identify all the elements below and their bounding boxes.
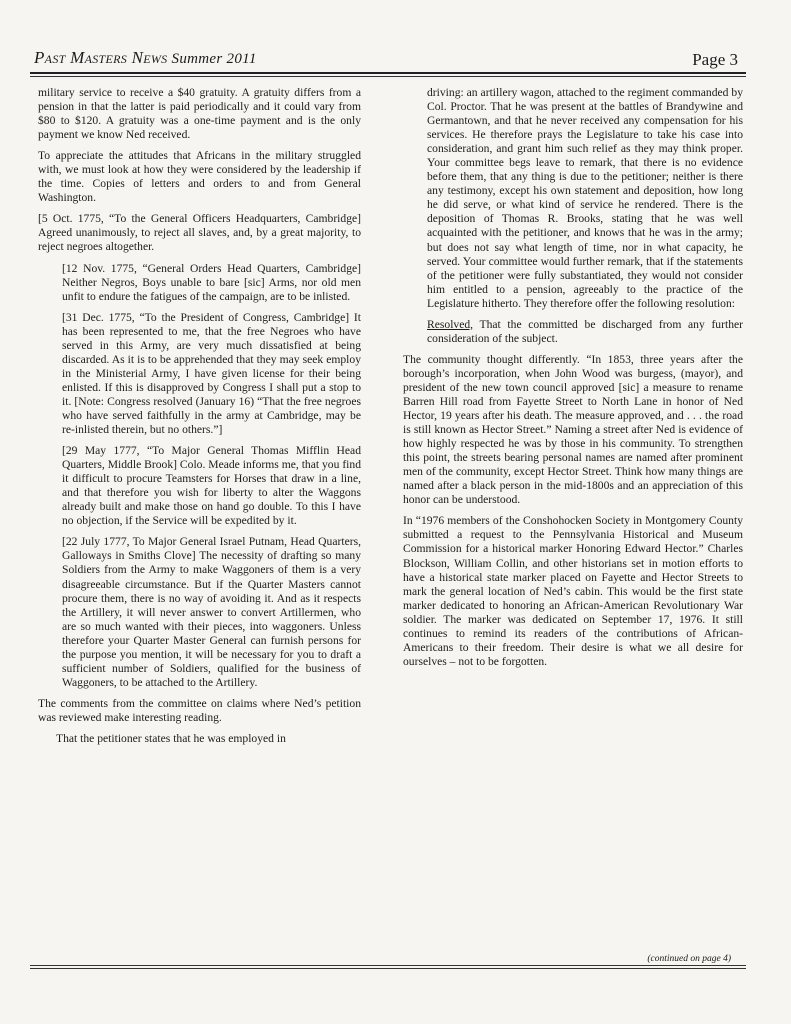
right-column xyxy=(403,86,743,676)
block-quote: [12 Nov. 1775, “General Orders Head Quarters, Cambridge] Neither Negros, Boys unable to bare [sic] Arms, nor old men unfit to endure the fatigues of the campaign, are to be inlisted. xyxy=(62,261,361,303)
left-column xyxy=(38,86,361,753)
block-quote: [22 July 1777, To Major General Israel Putnam, Head Quarters, Galloways in Smiths Clove] The necessity of drafting so many Soldiers from the Army to make Waggoners of them is a very disagreeable circumstance. But if the Quarter Masters cannot procure them, there is no way of avoiding it. And as it respects the Artillery, it will never answer to convert Artillermen, who are so much wanted with their pieces, into waggoners. Unless therefore your Quarter Master General can furnish persons for the purpose you mention, it will be necessary for you to draft a sufficient number of Soldiers, qualified for the business of Waggoners, to be attached to the Artillery. xyxy=(62,535,361,689)
header-divider xyxy=(30,72,746,74)
footer-divider xyxy=(30,965,746,966)
paragraph: [5 Oct. 1775, “To the General Officers Headquarters, Cambridge] Agreed unanimously, to reject all slaves, and, by a great majority, to reject negroes altogether. xyxy=(38,212,361,254)
page-number: Page 3 xyxy=(692,50,738,69)
resolved-text: That the committed be discharged from any further consideration of the subject. xyxy=(427,317,743,345)
resolved-label: Resolved, xyxy=(427,317,474,331)
block-quote: driving: an artillery wagon, attached to the regiment commanded by Col. Proctor. That he was present at the battles of Brandywine and Germantown, and that he never received any compensation for his services. He therefore prays the Legislature to take his case into consideration, and grant him such relief as they may think proper. Your committee begs leave to remark, that there is no evidence before them, that any thing is due to the petitioner; neither is there any testimony, except his own statement and deposition, how long he did serve, or what kind of service he rendered. There is the deposition of Thomas R. Brooks, stating that he was well acquainted with the petitioner, and knows that he was in the army; but does not say what length of time, nor in what capacity, he served. Your committee would further remark, that if the statements of the petitioner were fully substantiated, they would not consider him entitled to a pension, agreeably to the practice of the Legislature hitherto. They therefore offer the following resolution: xyxy=(427,86,743,310)
block-quote: [31 Dec. 1775, “To the President of Congress, Cambridge] It has been represented to me, that the free Negroes who have served in this Army, are very much dissatisfied at being discarded. As it is to be apprehended that they may seek employ in the Ministerial Army, I have given license for their being enlisted. If this is disapproved by Congress I shall put a stop to it. [Note: Congress resolved (January 16) “That the free negroes who have served faithfully in the army at Cambridge, may be re-inlisted therein, but no others.”] xyxy=(62,310,361,437)
newsletter-title xyxy=(34,48,257,68)
block-quote: [29 May 1777, “To Major General Thomas Mifflin Head Quarters, Middle Brook] Colo. Meade informs me, that you find it difficult to procure Teamsters for Horses that draw in a line, and that therefore you wish for liberty to alter the Waggons already built and make those on hand go double. To this I have no objection, if the Service will be expedited by it. xyxy=(62,444,361,528)
header-divider-thin xyxy=(30,76,746,77)
paragraph: military service to receive a $40 gratuity. A gratuity differs from a pension in that the latter is paid periodically and it could vary from $80 to $120. A gratuity was a one-time payment and is the only payment we know Ned received. xyxy=(38,86,361,142)
paragraph: That the petitioner states that he was employed in xyxy=(56,731,286,745)
paragraph: The comments from the committee on claims where Ned’s petition was reviewed make interesting reading. xyxy=(38,696,361,724)
resolution xyxy=(427,318,743,346)
paragraph: In “1976 members of the Conshohocken Society in Montgomery County submitted a request to the Pennsylvania Historical and Museum Commission for a historical marker Honoring Edward Hector.” Charles Blockson, William Collin, and other historians set in motion efforts to have a historical state marker placed on Fayette and Hector Streets to mark the general location of Ned’s cabin. This would be the first state marker dedicated to honoring an African-American Revolutionary War soldier. The marker was dedicated on September 17, 1976. It still continues to remind its readers of the contributions of African-Americans to their freedom. Their desire is what we all desire for ourselves – not to be forgotten. xyxy=(403,514,743,668)
newsletter-issue: Summer 2011 xyxy=(171,51,257,67)
paragraph: The community thought differently. “In 1853, three years after the borough’s incorporation, when John Wood was burgess, (mayor), and president of the new town council approved [sic] a measure to rename Barren Hill road from Fayette Street to North Lane in honor of Ned Hector, 19 years after his death. The measure approved, and . . . the road is still known as Hector Street.” Naming a street after Ned is evidence of how highly respected he was by those in his community. To strengthen this point, the streets bearing personal names are named after prominent men of the community, except Hector Street. Think how many things are named after a black person in the mid-1800s and an appreciation of this honor can be understood. xyxy=(403,352,743,507)
footer-divider-thin xyxy=(30,968,746,969)
paragraph: To appreciate the attitudes that Africans in the military struggled with, we must look at how they were considered by the leadership if the time. Copies of letters and orders to and from General Washington. xyxy=(38,149,361,205)
newsletter-name: Past Masters News xyxy=(34,48,168,67)
page-header xyxy=(30,46,746,68)
continued-note: (continued on page 4) xyxy=(647,954,731,964)
